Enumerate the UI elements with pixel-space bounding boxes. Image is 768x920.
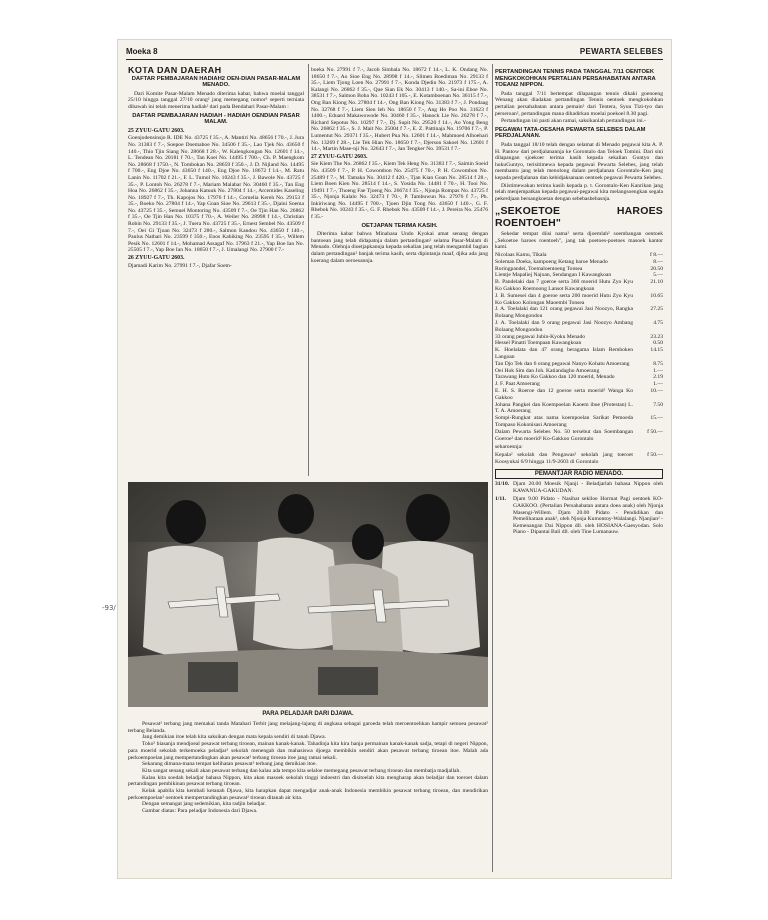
list-item (495, 293, 663, 307)
page-number: Moeka 8 (126, 47, 158, 56)
schedule-text: Djam 20.00 Moesik Njanji - Beladjarlah bahasa Nippon oleh KAWANUA-GAKUDAN. (513, 481, 663, 494)
donation-amount: f 8.— (649, 252, 663, 259)
correction-label: seharoesnja: (495, 444, 523, 451)
donor-name: Hessel Pinatti Toempaan Kawangkoan (495, 340, 582, 347)
donor-name: Tarawang Hutu Ko Gakkoo dan 120 moerid, Menado (495, 374, 615, 381)
list-item (495, 334, 663, 341)
winner-list: Sie Kiem The No. 26862 f 35.-, Kiem Tek Heng No. 31383 f 7.-, Saimin Soeid No. 43509 f 7.-, P. H. Cowombon No. 25475 f 70.-, P. H. Cowombon No. 25489 f 7.-, M. Tamaka No. 30412 f 420.-, Tjan Kian Goan No. 28514 f 28.-, Liem Boen Kien No. 28514 f 14.-, S. Yosida No. 14481 f 70.-, H. Tooi No. 19491 f 7.-, Thoeng Fae Tjoeng No. 26674 f 35.-, Njonja Rompas No. 43725 f 35.-, Njonja Kalalo No. 32473 f 70.-, P. Tambuwun No. 27976 f 7.-, Ph. Inkiriwang No. 14495 f 700.-, Tjoen Djin Tong No. 43650 f 140.-, G. F. Rhebok No. 10243 f 35.-, G. F. Rhebok No. 43509 f 14.-, J. Pereira No. 25476 f 35.- (311, 161, 488, 221)
header-rule (126, 59, 663, 60)
list-item (495, 388, 663, 402)
list-item (495, 368, 663, 375)
list-item (495, 279, 663, 293)
donor-name: B. Pandelaki dan 7 goeroe serta 360 moerid Hutu Zyo Kyu Ko Gakkoo Roemoong Lansot Kawangkoan (495, 279, 633, 293)
newspaper-page (118, 40, 671, 878)
radio-headline: PEMANTJAR RADIO MENADO. (495, 469, 663, 480)
donation-amount: 10.— (650, 388, 663, 394)
donor-name: J. B. Sumesei dan 4 goeroe serta 200 moerid Hutu Zyo Kyu Ko Gakkoo Kolongan Maoembi Tonsea (495, 292, 633, 306)
donation-amount: 15.— (650, 415, 663, 422)
students-photo (128, 482, 488, 707)
article-paragraph: Pada tanggal 7/11 bertempat dilapangan tennis dikaki goenoeng Wenang akan diadakan pertandingan Tennis oentoek mengkokohkan pertalian persahabatan antara pemain² dari Tentera, Syuu Tizi-tyo dan perseroan², pertandingan mana dihadirkan moelai poekoel 8.30 pagi. (495, 90, 663, 117)
column-1 (128, 67, 304, 475)
article-paragraph: Dari Komite Pasar-Malam Menado diterima kabar, bahwa moelai tanggal 25/10 hingga tanggal 27/10 orang² jang memegang nomor² seperti terniata dibawah ini telah menerima hadiah² dari pada Bendahari Pasar-Malam : (128, 90, 304, 110)
article-headline: DAFTAR PEMBAJARAN HADIAH2 OEN-DIAN PASAR-MALAM MENADO. (131, 75, 301, 89)
list-item (495, 266, 663, 273)
donation-amount: 1.— (653, 381, 663, 388)
story-paragraph: Jang demikian itoe telah kita saksikan dengan mata kepala sendiri di tanah Djawa. (142, 734, 327, 741)
radio-schedule (495, 481, 663, 536)
date-heading: 25 ZYUU-GATU 2603. (128, 127, 185, 134)
page-header (126, 44, 663, 60)
correction-row (495, 452, 663, 466)
donor-name: J. F. Paat Amoerang (495, 381, 540, 388)
photo-caption: PARA PELADJAR DARI DJAWA. (262, 711, 354, 717)
photo-story (128, 721, 488, 815)
schedule-text: Djam 9.00 Pidato - Nasihat sekiloe Hormat Pagi oentoek KO-GAKKOO. (Pertalian Persahabatan antara doea anak) oleh Njonja Masengi-Willem. Djam 20.00 Pidato - Pendidikan dan Pemeliharaan anak², oleh Njonja Kumontoy-Walalangi. Njanjian² - Kemenangan Dai Nippon dll. oleh HOSIANA-Gaesyodan. Solo Piano - Dipantai Bali dll. oleh Tine Lumanauw. (513, 496, 663, 536)
donor-name: K. Hoelalata dan 47 orang beragama Islam Remboken Langoan (495, 347, 633, 361)
story-paragraph: Pesawat² terbang jang memakai tanda Matahari Terbit jang melajang-lajang di angkasa sebagai garoeda telah meroentoehkan hampir semoea pesawat² terbang Belanda. (128, 721, 488, 734)
schedule-date: 1/11. (495, 496, 507, 503)
column-rule-2 (492, 64, 493, 872)
donation-amount: 10.65 (650, 292, 663, 299)
donation-amount: 23.23 (650, 333, 663, 340)
donor-name: Sompi-Rungkat atas nama koempoelan Sarikat Pemoeda Tompaso Kokonisasi Amoerang (495, 415, 633, 428)
donation-amount: 7.50 (653, 401, 663, 408)
list-item (495, 340, 663, 347)
list-item (495, 381, 663, 388)
article-paragraph: Diistimewakan terima kasih kepada p. t. Gorontalo-Ken Kanrikan jang telah menjempatkan kepada pegawai-pegawai kita melangsoengkan segala pekerdjaan bersangkoetan dengan sebebasbebasnja. (495, 182, 663, 202)
newspaper-name: PEWARTA SELEBES (579, 47, 663, 56)
article-headline: OETJAPAN TERIMA KASIH. (361, 222, 438, 229)
date-heading: 27 ZYUU-GATU 2603. (311, 153, 368, 160)
list-item (495, 306, 663, 320)
donation-amount: f 50.— (647, 451, 663, 458)
story-paragraph: Sekarang dimana-mana tempat kelihatan pesawat² terbang jang demikian itoe. (142, 761, 317, 768)
story-paragraph: Kelak apabila kita kembali ketanah Djawa, kita harapkan dapat mengadjar anak-anak Indonesia membikin pesawat terbang tiroean, dan mendirikan perkoempoelan² oentoek mempertandingkan pesawat² tiroean ditanah air kita. (128, 788, 488, 801)
list-item (495, 252, 663, 259)
article-paragraph: Pada tanggal 18/10 telah dengan selamat di Menado pegawai kita A. P. H. Pantow dari perdjalanannja ke Gorontalo dan Teloek Tomini. Dari sini dilapangan sjoekoer terima kasih kepada sekalian Guntyo dan hukuGuntyo, terisitimewa kepada pegawai Pewarta Selebes, jang telah membantu jang telah menolong dalam perdjalanan Gorontalo-Ken jang kepada perdjalanan dan kebidjaksanaan oentoek pegawai Pewarta Selebes. (495, 141, 663, 181)
donor-name: 33 orang pegawai Jubin-Kyoku Menado (495, 333, 586, 340)
donor-name: Oei Hok Sim dan Joh. Katiandagho Amoerang (495, 367, 600, 374)
story-paragraph: Kalau kita soedah beladjar bahasa Nippon, kita akan masoek sekolah tinggi indoestri dan disitoelah kita mengharap akan beladjar dan toeroet dalam pertandingan pembikinan pesawat terbang tiroean. (128, 774, 488, 788)
donor-name: E. H. S. Roeroe dan 12 goeroe serta moerid² Wanga Ko Gakkoo (495, 388, 633, 401)
list-item (495, 429, 663, 443)
donation-amount: 4.75 (653, 320, 663, 327)
story-paragraph: Gambar diatas: Para peladjar Indonesia dari Djawa. (142, 808, 258, 815)
list-item (495, 272, 663, 279)
donor-name: Lientje Mapaliej Najoan, Sendangan I Kawangkoan (495, 272, 612, 279)
winner-list: Djamadi Karim No. 27991 f 7.-, Djafar Soem- (128, 262, 232, 269)
donation-amount: f 50.— (647, 428, 663, 435)
donation-headline: „SEKOETOE HAROES ROENTOEH" (495, 205, 663, 230)
donor-name: Dalam Pewarta Selebes No. 50 tersebut dan Soembangan Goeroe² dan moerid² Ko-Gakkoo Gorontalo (495, 428, 633, 442)
story-paragraph: Toko² biasanja mendjoeal pesawat terbang tiroean, mainan kanak-kanak. Tahadinja kita kira hanja permainan kanak-kanak sadja, tetapi di negeri Nippon, para moerid sekolah terkemoeka peladjar² sekolah menengah dan mahasiswa djoega membikin sendiri akan pesawat terbang tiroean itoe. Malah ada perkoempoelan jang mempertandingkan akan pesawat² terbang tiroean itoe jang ramai sekali. (128, 741, 488, 761)
donation-list (495, 252, 663, 442)
donor-name: Tan Djo Tek dan 6 orang pegawai Nanyo Kohatu Amoerang (495, 360, 630, 367)
donation-amount: 27.25 (650, 306, 663, 313)
margin-mark: -93/ (102, 604, 116, 612)
donation-amount: 1.— (653, 367, 663, 374)
list-item (495, 402, 663, 416)
donation-amount: 20.50 (650, 265, 663, 272)
winner-list: Goenjodensinsjo R. IDE No. 43725 f 35.-, A. Mantiri No. 48656 f 70.-, J. Jura No. 31383 f 7.-, Soepoe Doemaboe No. 34506 f 35.-, Lao Tjek No. 43650 f 140.-, Thio Tjin Siang No. 28668 f 28.-, W. Kalengkongan No. 12601 f 14.-, L. Tendean No. 20181 f 70.-, Tan Koei No. 14495 f 700.-, Ch. P. Maengkom No. 28668 f 1750.-, N. Tombokan No. 28659 f 350.-, J. D. Nijland No. 14495 f 700.-, Eng Djoe No. 43650 f 140.-, Eng Djoe No. 18672 f 14.-, M. Ratu Lanin No. 11702 f 21.-, F. L. Tumol No. 10243 f 35.-, J. Bawole No. 43725 f 35.-, P. Lontoh No. 26278 f 7.-, Mariam Malabar No. 30460 f 35.-, Tan Eng Hoa No. 26862 f 35.-, Johanna Katuuk No. 27804 f 14.-, Arcemides Kaseling No. 18927 f 7.-, Th. Kapojos No. 17976 f 14.-, Cornelia Kereh No. 29153 f 35.-, Boeko No. 27804 f 14.-, Yap Goan Sioe No. 29613 f 35.-, Djaini Soema No. 43725 f 35.-, Semuel Montoring No. 43509 f 7.-, Oe Tjin Han No. 26862 f 35.-, Oe Tjin Han No. 10375 f 70.-, A. Weiler No. 28998 f 14.-, Christian Robin No. 29133 f 35.-, J. Tuera No. 43725 f 35.-, Ernest Sembel No. 43509 f 7.-, Oei Gi Tjoan No. 32473 f 280.-, Salmon Kandou No. 43650 f 140.-, Paulus Nathari No. 23599 f 350.-, Enos Kahiking No. 23595 f 35.-, Willem Pesik No. 12601 f 14.-, Mohamad Assagaf No. 17963 f 21.-, Yap Boe Ian No. 25505 f 7.-, Yap Boe Ian No. 18650 f 7.-, J. Umalangi No. 27900 f 7.- (128, 135, 304, 254)
schedule-item (495, 496, 663, 536)
column-2 (311, 67, 488, 475)
donation-amount: 0.50 (653, 340, 663, 347)
column-rule-1 (308, 64, 309, 476)
story-paragraph: Dengan semangat jang sedemikian, kita radjin beladjar. (142, 801, 266, 808)
winner-list: boeka No. 27991 f 7.-, Jacob Simbala No. 18672 f 14.-, L. K. Ondang No. 18650 f 7.-, Ao Sioe Eng No. 28998 f 14.-, Slimen Boediman No. 29133 f 35.-, Liem Tjong Loen No. 27991 f 7.-, Konda Djedin No. 21973 f 175.-, A. Kalangi No. 26862 f 35.-, Que Sian Ek No. 30413 f 140.-, Sa-ini Eboe No. 38531 f 7.-, Salmon Boba No. 10243 f 105.-, E. Kotamboenan No. 36115 f 7.-, Ong Ban Kiong No. 27804 f 14.-, Ong Ban Kiong No. 31383 f 7.-, J. Pondaag No. 32768 f 7.-, Liem Sien Ieh No. 18650 f 7.-, Ang Ho Poo No. 31623 f 1400.-, Eduard Makawowode No. 30460 f 35.-, Hanock Lie No. 26278 f 7.-, Richard Sepotus No. 10297 f 7.-, Dj. Supit No. 29520 f 14.-, Ao Yong Beng No. 26862 f 35.-, S. J. Mait No. 25004 f 7.-, E. Z. Pattinaja No. 19706 f 7.-, P. Lumentut No. 29371 f 35.-, Hubert Pua No. 12601 f 14.-, Mahmoed Alhoehari No. 13269 f 28.-, Lie Tek Hian No. 18650 f 7.-, Djerson Sakoel No. 12601 f 14.-, Martin Mase-nji No. 32643 f 7.-, Jan Tengker No. 39531 f 7.- (311, 67, 488, 153)
donor-name: Nicolaas Kamu, Tikala (495, 252, 547, 259)
story-paragraph: Kita sangat senang sekali akan pesawat terbang dan kalau ada tempo kita selaloe memegang pesawat terbang tiroean dan membatja madjallah. (142, 767, 461, 774)
donor-name: Roringpandei, Toemaloentoeng Tonsea (495, 265, 583, 272)
section-title: KOTA DAN DAERAH (128, 67, 222, 75)
article-headline: PERTANDINGAN TENNIS PADA TANGGAL 7/11 OENTOEK MENGKOKOHKAN PERTALIAN PERSAHABATAN ANTARA TOEAN2 NIPPON. (495, 69, 656, 89)
donation-amount: 14.15 (650, 347, 663, 354)
donor-name: J. A. Toelalaki dan 9 orang pegawai Jasi Noozyo Ambang Bolaang Mongondou (495, 320, 633, 333)
schedule-date: 31/10. (495, 481, 510, 488)
donation-amount: 8.75 (653, 360, 663, 367)
date-heading: 26 ZYUU-GATU 2603. (128, 255, 185, 262)
donor-name: Soleman Doeka, kampoeng Ketang baroe Menado (495, 258, 608, 265)
schedule-item (495, 481, 663, 494)
donation-amount: 8.— (653, 258, 663, 265)
list-item (495, 320, 663, 334)
article-paragraph: Pertandingan ini pasti akan ramai, saksikanlah pertandingan ini.- (501, 118, 646, 125)
list-item (495, 415, 663, 429)
article-paragraph: Diterima kabar bahwa Minahasa Undo Kyokai amat senang dengan bantoean jang telah didapatnja dalam pertandingan² selama Pasar-Malam di Menado. Olehnja dioetjapkannja kepada sekalian jang telah mengambil bagian dalam pertandingan² banjak terima kasih, serta dipintanja maaf, djika ada jang koerang dalam oeroesannja. (311, 231, 488, 264)
donation-amount: 21.10 (650, 279, 663, 286)
donor-name: Johana Pangkei dan Koempoelan Kaoem ibue (Protestan) L. T. A. Amoerang (495, 401, 633, 415)
list-item (495, 361, 663, 368)
article-headline: PEGAWAI TATA-OESAHA PEWARTA SELEBES DALAM PERDJALANAN. (495, 126, 646, 140)
donation-amount: 5.— (653, 272, 663, 279)
list-headline: DAFTAR PEMBAJARAN HADIAH - HADIAH OENDIAN PASAR MALAM. (132, 112, 300, 126)
list-item (495, 452, 663, 466)
donor-name: J. A. Toelalaki dan 121 orang pegawai Jasi Noozyo, Rangka Bolaang Mongondou (495, 306, 633, 320)
list-item (495, 347, 663, 361)
list-item (495, 259, 663, 266)
column-3 (495, 67, 663, 872)
list-item (495, 374, 663, 381)
donor-name: Kepala² sekolah dan Pengawas² sekolah jang toeroet Koosyukai 6/9 hingga 11/9-2603 di Gorontalo (495, 451, 633, 465)
donation-amount: 2.19 (653, 374, 663, 381)
article-paragraph: Sekedar tempat diisi nama² serta djoemlah² soembangan oentoek „Sekoetoe haroes roentoeh", jang tak poetoes-poetoes masoek kantor kami. (495, 231, 663, 251)
